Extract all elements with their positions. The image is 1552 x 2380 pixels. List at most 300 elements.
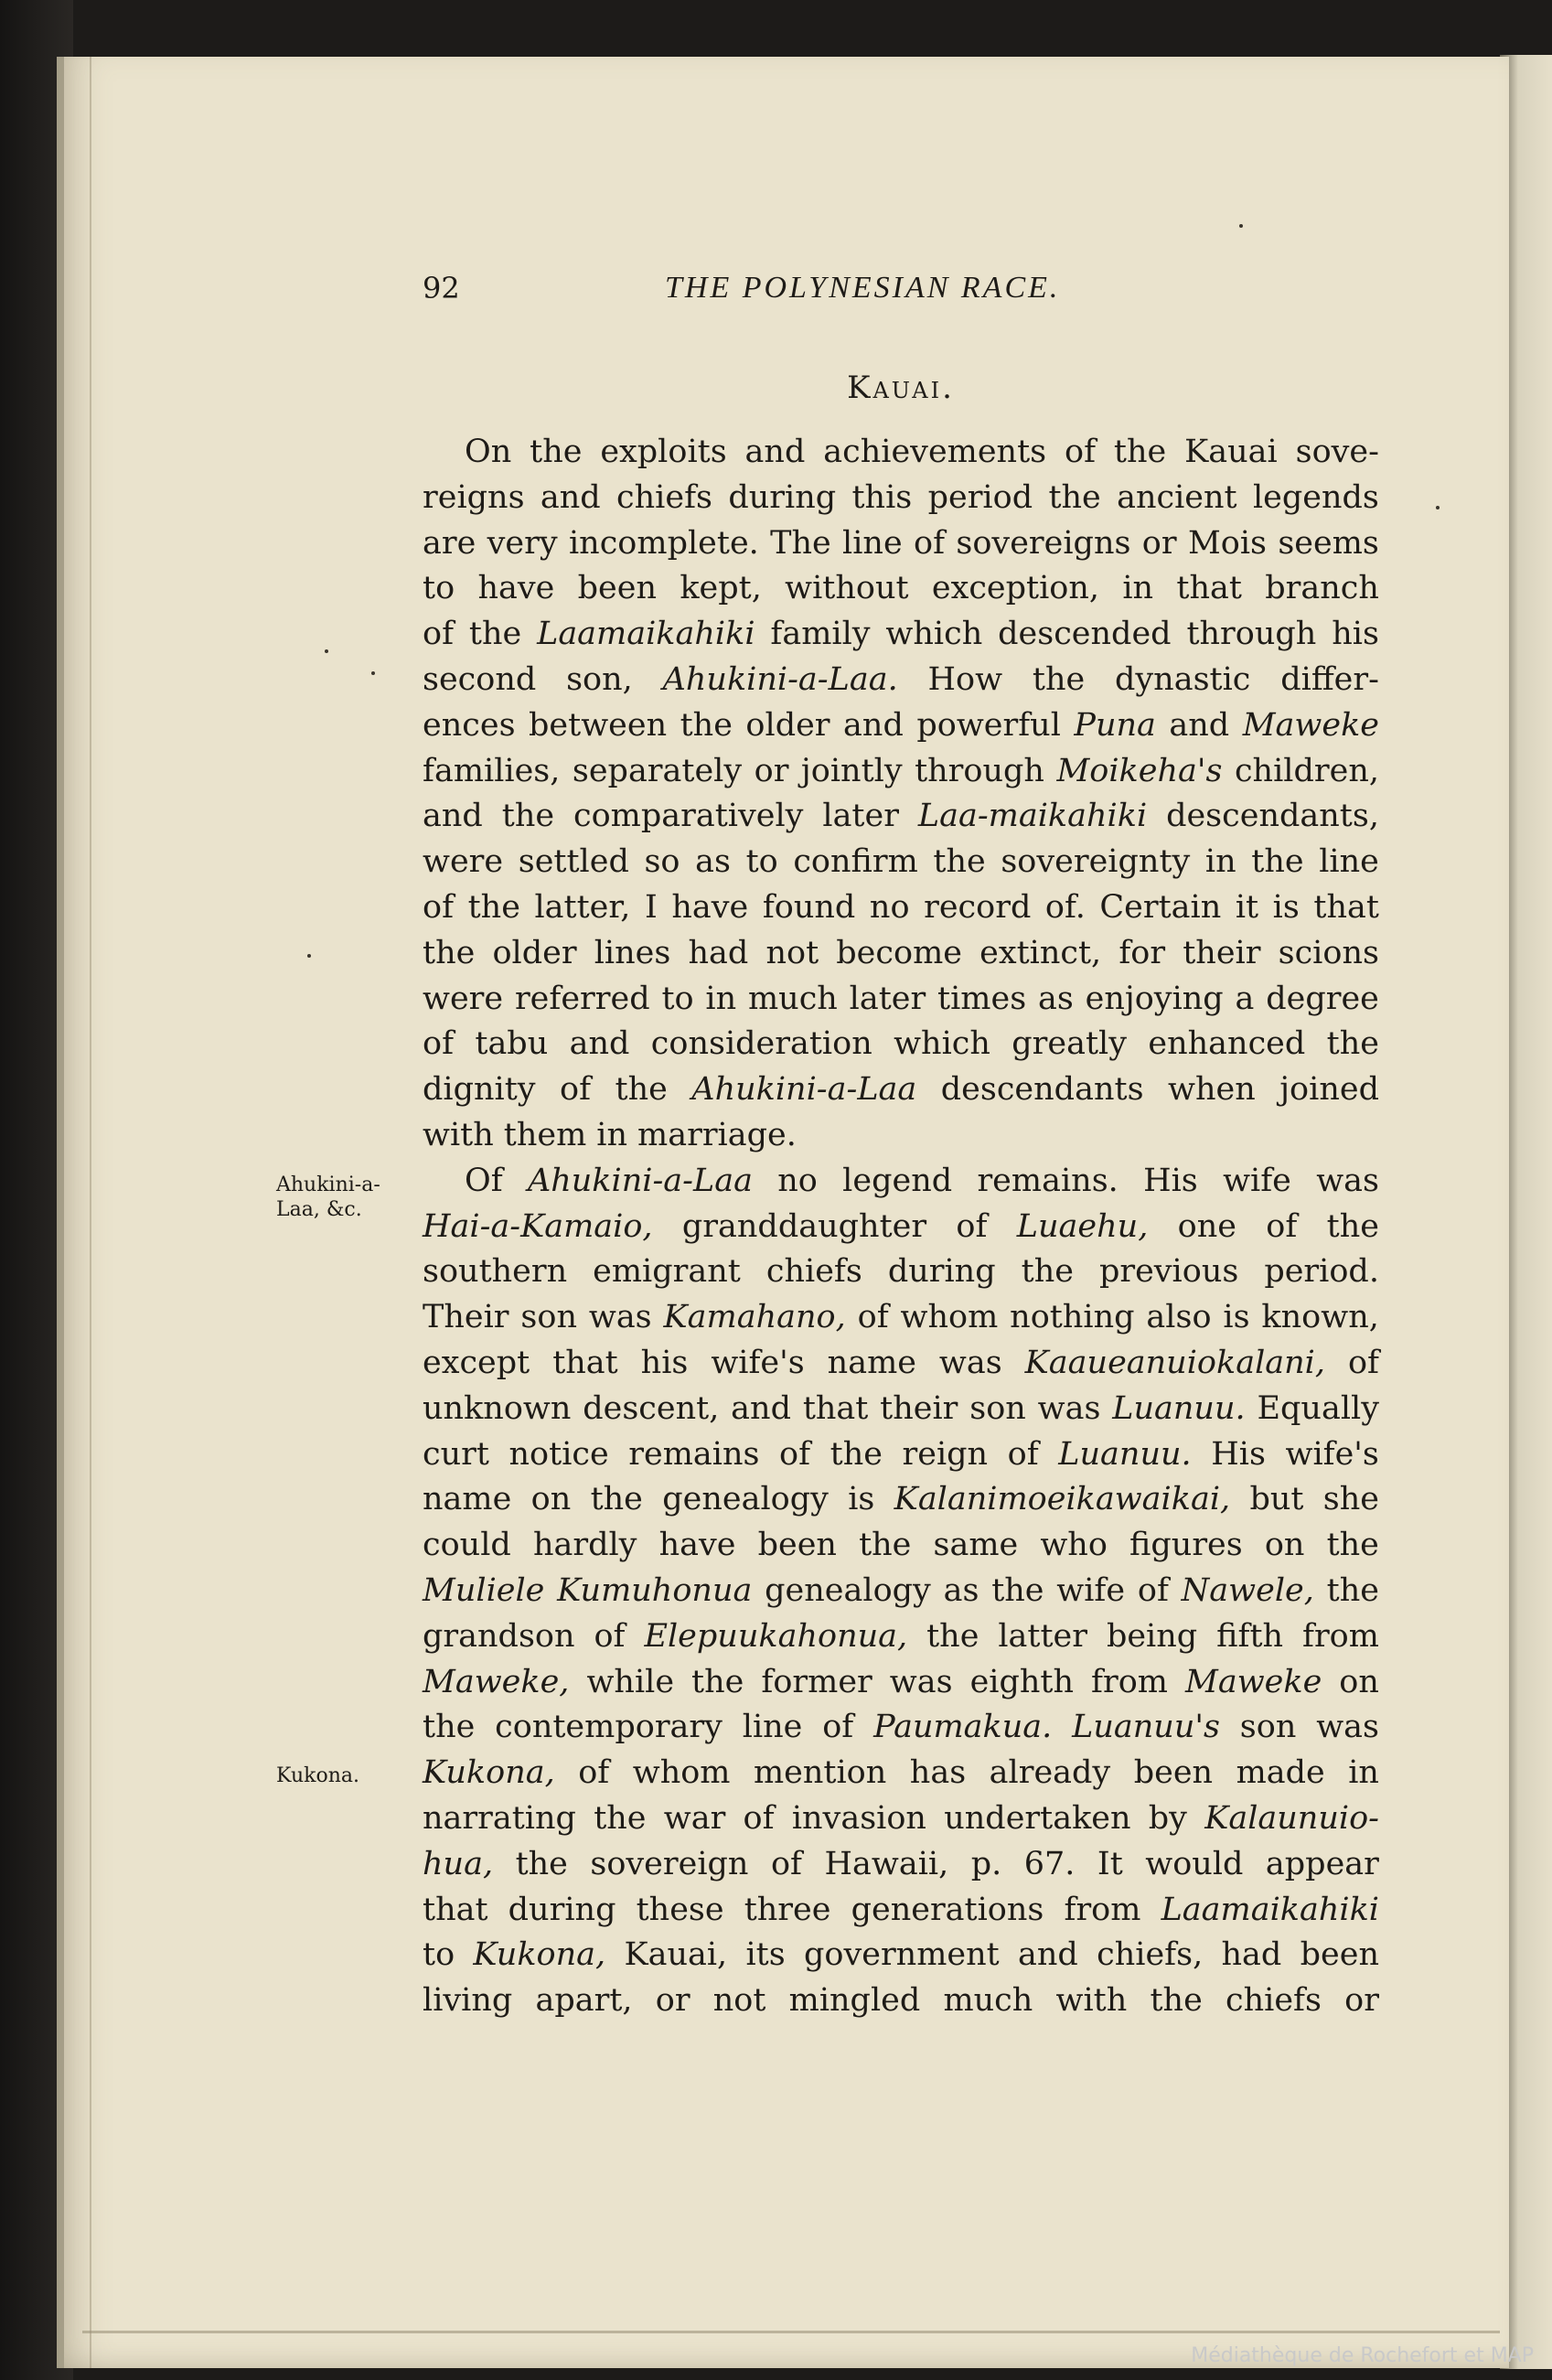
word: or <box>1141 524 1177 562</box>
italic-word: Luaehu, <box>1016 1207 1149 1245</box>
word: in <box>1348 1754 1379 1792</box>
word: of <box>770 1845 802 1882</box>
italic-word: Kukona, <box>473 1936 606 1974</box>
word: descent, <box>583 1389 720 1427</box>
word: Hawaii, <box>824 1845 949 1882</box>
word: as <box>943 1571 979 1609</box>
text-line <box>423 1205 1379 1250</box>
italic-word: Luanuu. <box>1058 1435 1192 1473</box>
word: the <box>933 843 986 881</box>
word: through <box>915 752 1044 789</box>
word: the <box>615 1071 668 1109</box>
text-line <box>423 658 1379 703</box>
italic-word: Luanuu's <box>1072 1709 1220 1746</box>
word: separately <box>572 752 743 789</box>
word: later <box>822 798 899 835</box>
word: name <box>827 1344 916 1381</box>
text-line <box>423 1523 1379 1569</box>
word: hardly <box>532 1527 637 1564</box>
word: of <box>423 888 455 926</box>
word: branch <box>1265 570 1379 607</box>
text-line <box>423 749 1379 795</box>
word: of <box>1266 1207 1298 1245</box>
text-line <box>423 703 1379 749</box>
word: that <box>802 1389 869 1427</box>
word: of <box>423 1025 455 1063</box>
word: grandson <box>423 1617 575 1655</box>
word: the <box>501 798 555 835</box>
italic-word: Nawele, <box>1181 1571 1314 1609</box>
word: with <box>1055 1982 1128 2020</box>
word: p. <box>970 1845 1002 1882</box>
word: that <box>423 1891 488 1928</box>
word: settled <box>518 843 629 881</box>
text-line <box>423 1978 1379 2024</box>
word: the <box>1113 434 1167 470</box>
word: in <box>1204 843 1236 881</box>
italic-word: Ahukini-a-Laa <box>527 1162 753 1199</box>
word: them <box>503 1116 587 1153</box>
word: during <box>728 478 837 516</box>
word: or <box>655 1982 690 2020</box>
word: children, <box>1234 752 1379 789</box>
italic-word: Puna <box>1074 706 1156 744</box>
word: reign <box>902 1435 989 1473</box>
word: line <box>742 1709 803 1746</box>
text-line <box>423 1569 1379 1614</box>
word: genealogy <box>765 1571 931 1609</box>
word: of <box>956 1207 988 1245</box>
word: no <box>869 888 910 926</box>
word: have <box>477 570 555 607</box>
word: Kauai, <box>624 1936 728 1974</box>
word: the <box>423 1709 476 1746</box>
word: was <box>1316 1709 1379 1746</box>
word: descendants <box>940 1071 1144 1109</box>
word: ancient <box>1117 478 1237 516</box>
word: no <box>777 1162 818 1199</box>
word: in <box>596 1116 628 1153</box>
word: war <box>663 1799 726 1837</box>
word: and <box>540 478 601 516</box>
word: that <box>1313 888 1379 926</box>
word: whom <box>900 1299 999 1336</box>
word: the <box>1021 1253 1074 1291</box>
word: wife <box>1223 1162 1291 1199</box>
italic-word: Kalaunuio- <box>1204 1799 1379 1837</box>
italic-word: Laa-maikahiki <box>917 798 1148 835</box>
word: but <box>1249 1481 1304 1518</box>
word: the <box>691 1663 744 1700</box>
word: wife <box>1056 1571 1126 1609</box>
word: apart, <box>535 1982 633 2020</box>
word: chiefs, <box>1097 1936 1204 1974</box>
word: or <box>1344 1982 1379 2020</box>
word: sovereigns <box>956 524 1131 562</box>
word: His <box>1143 1162 1198 1199</box>
paper-speck <box>325 649 328 653</box>
word: exploits <box>600 434 727 470</box>
word: chiefs <box>616 478 712 516</box>
word: would <box>1145 1845 1244 1882</box>
word: as <box>1037 980 1074 1017</box>
word: also <box>1146 1299 1212 1336</box>
word: descendants, <box>1166 798 1379 835</box>
word: reigns <box>423 478 525 516</box>
text-line <box>423 1705 1379 1751</box>
word: his <box>1332 616 1379 653</box>
word: dignity <box>423 1071 536 1109</box>
word: are <box>423 524 476 562</box>
word: of <box>1065 434 1097 470</box>
word: narrating <box>423 1799 576 1837</box>
text-line <box>423 931 1379 977</box>
text-line <box>423 612 1379 658</box>
word: being <box>1106 1617 1198 1655</box>
word: appear <box>1265 1845 1379 1882</box>
word: were <box>423 843 504 881</box>
word: when <box>1167 1071 1256 1109</box>
word: scions <box>1278 934 1379 971</box>
word: so <box>644 843 680 881</box>
word: emigrant <box>593 1253 741 1291</box>
word: legend <box>842 1162 953 1199</box>
word: exception, <box>931 570 1100 607</box>
word: have <box>671 888 749 926</box>
word: genealogy <box>662 1481 829 1518</box>
word: Mois <box>1187 524 1268 562</box>
word: the <box>926 1617 979 1655</box>
word: achievements <box>823 434 1047 470</box>
word: not <box>712 1982 766 2020</box>
word: government <box>803 1936 1000 1974</box>
page-fold-line <box>90 57 91 2368</box>
word: of <box>914 524 946 562</box>
word: their <box>1183 934 1261 971</box>
word: which <box>894 1025 990 1063</box>
word: the <box>991 1571 1044 1609</box>
word: living <box>423 1982 513 2020</box>
word: and <box>423 798 483 835</box>
word: of <box>779 1435 811 1473</box>
word: it <box>1235 888 1259 926</box>
word: of <box>560 1071 592 1109</box>
word: mingled <box>788 1982 921 2020</box>
word: second <box>423 660 537 698</box>
word: was <box>1316 1162 1379 1199</box>
word: of. <box>1044 888 1086 926</box>
text-line <box>423 1477 1379 1523</box>
word: incomplete. <box>568 524 759 562</box>
text-line <box>423 1067 1379 1113</box>
word: of <box>822 1709 854 1746</box>
italic-word: hua, <box>423 1845 494 1882</box>
word: and <box>1018 1936 1078 1974</box>
word: and <box>744 434 806 470</box>
word: had <box>688 934 749 971</box>
word: sovereign <box>590 1845 749 1882</box>
word: powerful <box>916 706 1061 744</box>
word: times <box>937 980 1027 1017</box>
italic-word: Luanuu. <box>1112 1389 1246 1427</box>
word: and <box>731 1389 791 1427</box>
word: to <box>745 843 778 881</box>
word: three <box>744 1891 831 1928</box>
word: was <box>588 1299 652 1336</box>
word: the <box>830 1435 883 1473</box>
word: the <box>1048 478 1101 516</box>
italic-word: Ahukini-a-Laa. <box>662 660 898 698</box>
text-line <box>423 1341 1379 1387</box>
word: from <box>1064 1891 1141 1928</box>
word: family <box>770 616 871 653</box>
word: eighth <box>969 1663 1075 1700</box>
word: Certain <box>1099 888 1222 926</box>
word: families, <box>423 752 561 789</box>
italic-word: Kumuhonua <box>557 1571 753 1609</box>
word: through <box>1186 616 1317 653</box>
word: was <box>889 1663 953 1700</box>
word: seems <box>1278 524 1379 562</box>
italic-word: Moikeha's <box>1056 752 1223 789</box>
text-line <box>423 430 1379 476</box>
word: except <box>423 1344 530 1381</box>
word: remains. <box>977 1162 1119 1199</box>
word: its <box>745 1936 786 1974</box>
text-line <box>423 1432 1379 1478</box>
word: while <box>586 1663 675 1700</box>
word: not <box>765 934 819 971</box>
paper-speck <box>307 954 311 958</box>
word: the <box>467 888 520 926</box>
text-line <box>423 476 1379 521</box>
word: much <box>747 980 838 1017</box>
word: latter, <box>534 888 631 926</box>
word: On <box>465 434 512 470</box>
word: mention <box>753 1754 887 1792</box>
word: It <box>1097 1845 1123 1882</box>
page-number: 92 <box>423 271 460 306</box>
word: dynastic <box>1115 660 1251 698</box>
word: found <box>762 888 856 926</box>
word: the <box>594 1799 647 1837</box>
word: been <box>1300 1936 1379 1974</box>
word: is <box>1272 888 1300 926</box>
word: the <box>468 616 522 653</box>
word: previous <box>1098 1253 1239 1291</box>
paper-speck <box>1436 506 1440 509</box>
text-line <box>423 1842 1379 1888</box>
word: been <box>1133 1754 1214 1792</box>
word: had <box>1221 1936 1282 1974</box>
word: much <box>943 1982 1033 2020</box>
word: lines <box>594 934 671 971</box>
word: Kauai <box>1184 434 1278 470</box>
paper-speck <box>1239 224 1243 228</box>
italic-word: Kamahano, <box>663 1299 846 1336</box>
word: that <box>1176 570 1242 607</box>
text-line <box>423 1614 1379 1660</box>
word: and <box>1169 706 1230 744</box>
word: which <box>885 616 983 653</box>
text-line <box>423 1022 1379 1067</box>
word: of <box>1007 1435 1039 1473</box>
word: 67. <box>1023 1845 1076 1882</box>
word: and <box>569 1025 630 1063</box>
italic-word: Ahukini-a-Laa <box>691 1071 917 1109</box>
word: kept, <box>680 570 762 607</box>
word: to <box>423 1936 455 1974</box>
word: in <box>1122 570 1154 607</box>
word: period. <box>1264 1253 1379 1291</box>
word: southern <box>423 1253 568 1291</box>
word: sovereignty <box>1001 843 1191 881</box>
word: whom <box>632 1754 731 1792</box>
text-line <box>423 1159 1379 1205</box>
word: line <box>842 524 903 562</box>
word: legends <box>1252 478 1379 516</box>
italic-word: Maweke <box>1242 706 1379 744</box>
word: the <box>1251 843 1304 881</box>
text-line <box>423 1888 1379 1934</box>
word: ences <box>423 706 516 744</box>
word: chiefs <box>1225 1982 1322 2020</box>
word: the <box>1326 1527 1379 1564</box>
italic-word: Paumakua. <box>873 1709 1053 1746</box>
word: consideration <box>650 1025 872 1063</box>
word: latter <box>998 1617 1087 1655</box>
word: His <box>1211 1435 1266 1473</box>
word: granddaughter <box>681 1207 927 1245</box>
text-line <box>423 521 1379 567</box>
word: the <box>680 706 733 744</box>
text-line <box>423 566 1379 612</box>
word: name <box>423 1481 512 1518</box>
word: from <box>1301 1617 1379 1655</box>
word: of <box>1137 1571 1169 1609</box>
word: wife's <box>1285 1435 1379 1473</box>
word: known, <box>1261 1299 1379 1336</box>
word: were <box>423 980 504 1017</box>
word: line <box>1319 843 1379 881</box>
word: sove- <box>1295 434 1379 470</box>
word: one <box>1177 1207 1236 1245</box>
word: curt <box>423 1435 489 1473</box>
word: very <box>487 524 558 562</box>
word: of <box>594 1617 626 1655</box>
margin-note-line: Ahukini-a- <box>276 1174 380 1196</box>
word: tabu <box>475 1025 549 1063</box>
word: son <box>969 1389 1026 1427</box>
word: has <box>909 1754 967 1792</box>
word: is <box>848 1481 875 1518</box>
word: the <box>590 1481 643 1518</box>
word: notice <box>508 1435 609 1473</box>
italic-word: Hai-a-Kamaio, <box>423 1207 653 1245</box>
word: during <box>887 1253 996 1291</box>
word: differ- <box>1280 660 1379 698</box>
text-line <box>423 885 1379 931</box>
word: descended <box>998 616 1172 653</box>
italic-word: Kalanimoeikawaikai, <box>894 1481 1231 1518</box>
word: by <box>1148 1799 1187 1837</box>
word: record <box>924 888 1032 926</box>
word: degree <box>1266 980 1379 1017</box>
word: contemporary <box>495 1709 722 1746</box>
italic-word: Laamaikahiki <box>1161 1891 1379 1928</box>
word: same <box>933 1527 1019 1564</box>
word: the <box>859 1527 912 1564</box>
word: these <box>636 1891 724 1928</box>
word: the <box>1032 660 1086 698</box>
word: to <box>661 980 694 1017</box>
word: son <box>1239 1709 1297 1746</box>
word: on <box>530 1481 572 1518</box>
word: she <box>1322 1481 1379 1518</box>
word: his <box>640 1344 689 1381</box>
word: on <box>1264 1527 1305 1564</box>
word: a <box>1235 980 1255 1017</box>
word: could <box>423 1527 511 1564</box>
word: already <box>989 1754 1111 1792</box>
word: for <box>1119 934 1166 971</box>
word: Their <box>423 1299 509 1336</box>
text-line <box>423 1933 1379 1978</box>
word: the <box>1326 1207 1379 1245</box>
word: the <box>423 934 476 971</box>
margin-note-line: Laa, &c. <box>276 1198 362 1221</box>
word: been <box>577 570 658 607</box>
italic-word: Muliele <box>423 1571 545 1609</box>
word: that <box>552 1344 618 1381</box>
text-line <box>423 977 1379 1023</box>
watermark: Médiathèque de Rochefort et MAP <box>1191 2344 1534 2367</box>
text-line <box>423 1387 1379 1432</box>
word: former <box>761 1663 872 1700</box>
italic-word: Laamaikahiki <box>537 616 755 653</box>
word: undertaken <box>944 1799 1131 1837</box>
word: marriage. <box>637 1116 797 1153</box>
word: made <box>1236 1754 1325 1792</box>
word: been <box>757 1527 837 1564</box>
word: become <box>836 934 962 971</box>
word: later <box>849 980 926 1017</box>
word: greatly <box>1011 1025 1128 1063</box>
word: chiefs <box>765 1253 862 1291</box>
word: figures <box>1129 1527 1243 1564</box>
word: of <box>578 1754 610 1792</box>
word: generations <box>851 1891 1044 1928</box>
word: son <box>520 1299 577 1336</box>
word: nothing <box>1010 1299 1135 1336</box>
word: period <box>927 478 1033 516</box>
word: to <box>423 570 455 607</box>
word: unknown <box>423 1389 572 1427</box>
word: is <box>1223 1299 1250 1336</box>
text-line <box>423 794 1379 840</box>
word: I <box>644 888 658 926</box>
word: How <box>927 660 1003 698</box>
word: and <box>843 706 904 744</box>
italic-word: Maweke, <box>423 1663 570 1700</box>
word: their <box>880 1389 958 1427</box>
word: referred <box>514 980 650 1017</box>
text-line <box>423 1295 1379 1341</box>
word: or <box>754 752 789 789</box>
word: extinct, <box>979 934 1102 971</box>
margin-note-kukona: Kukona. <box>276 1764 359 1787</box>
word: The <box>770 524 831 562</box>
